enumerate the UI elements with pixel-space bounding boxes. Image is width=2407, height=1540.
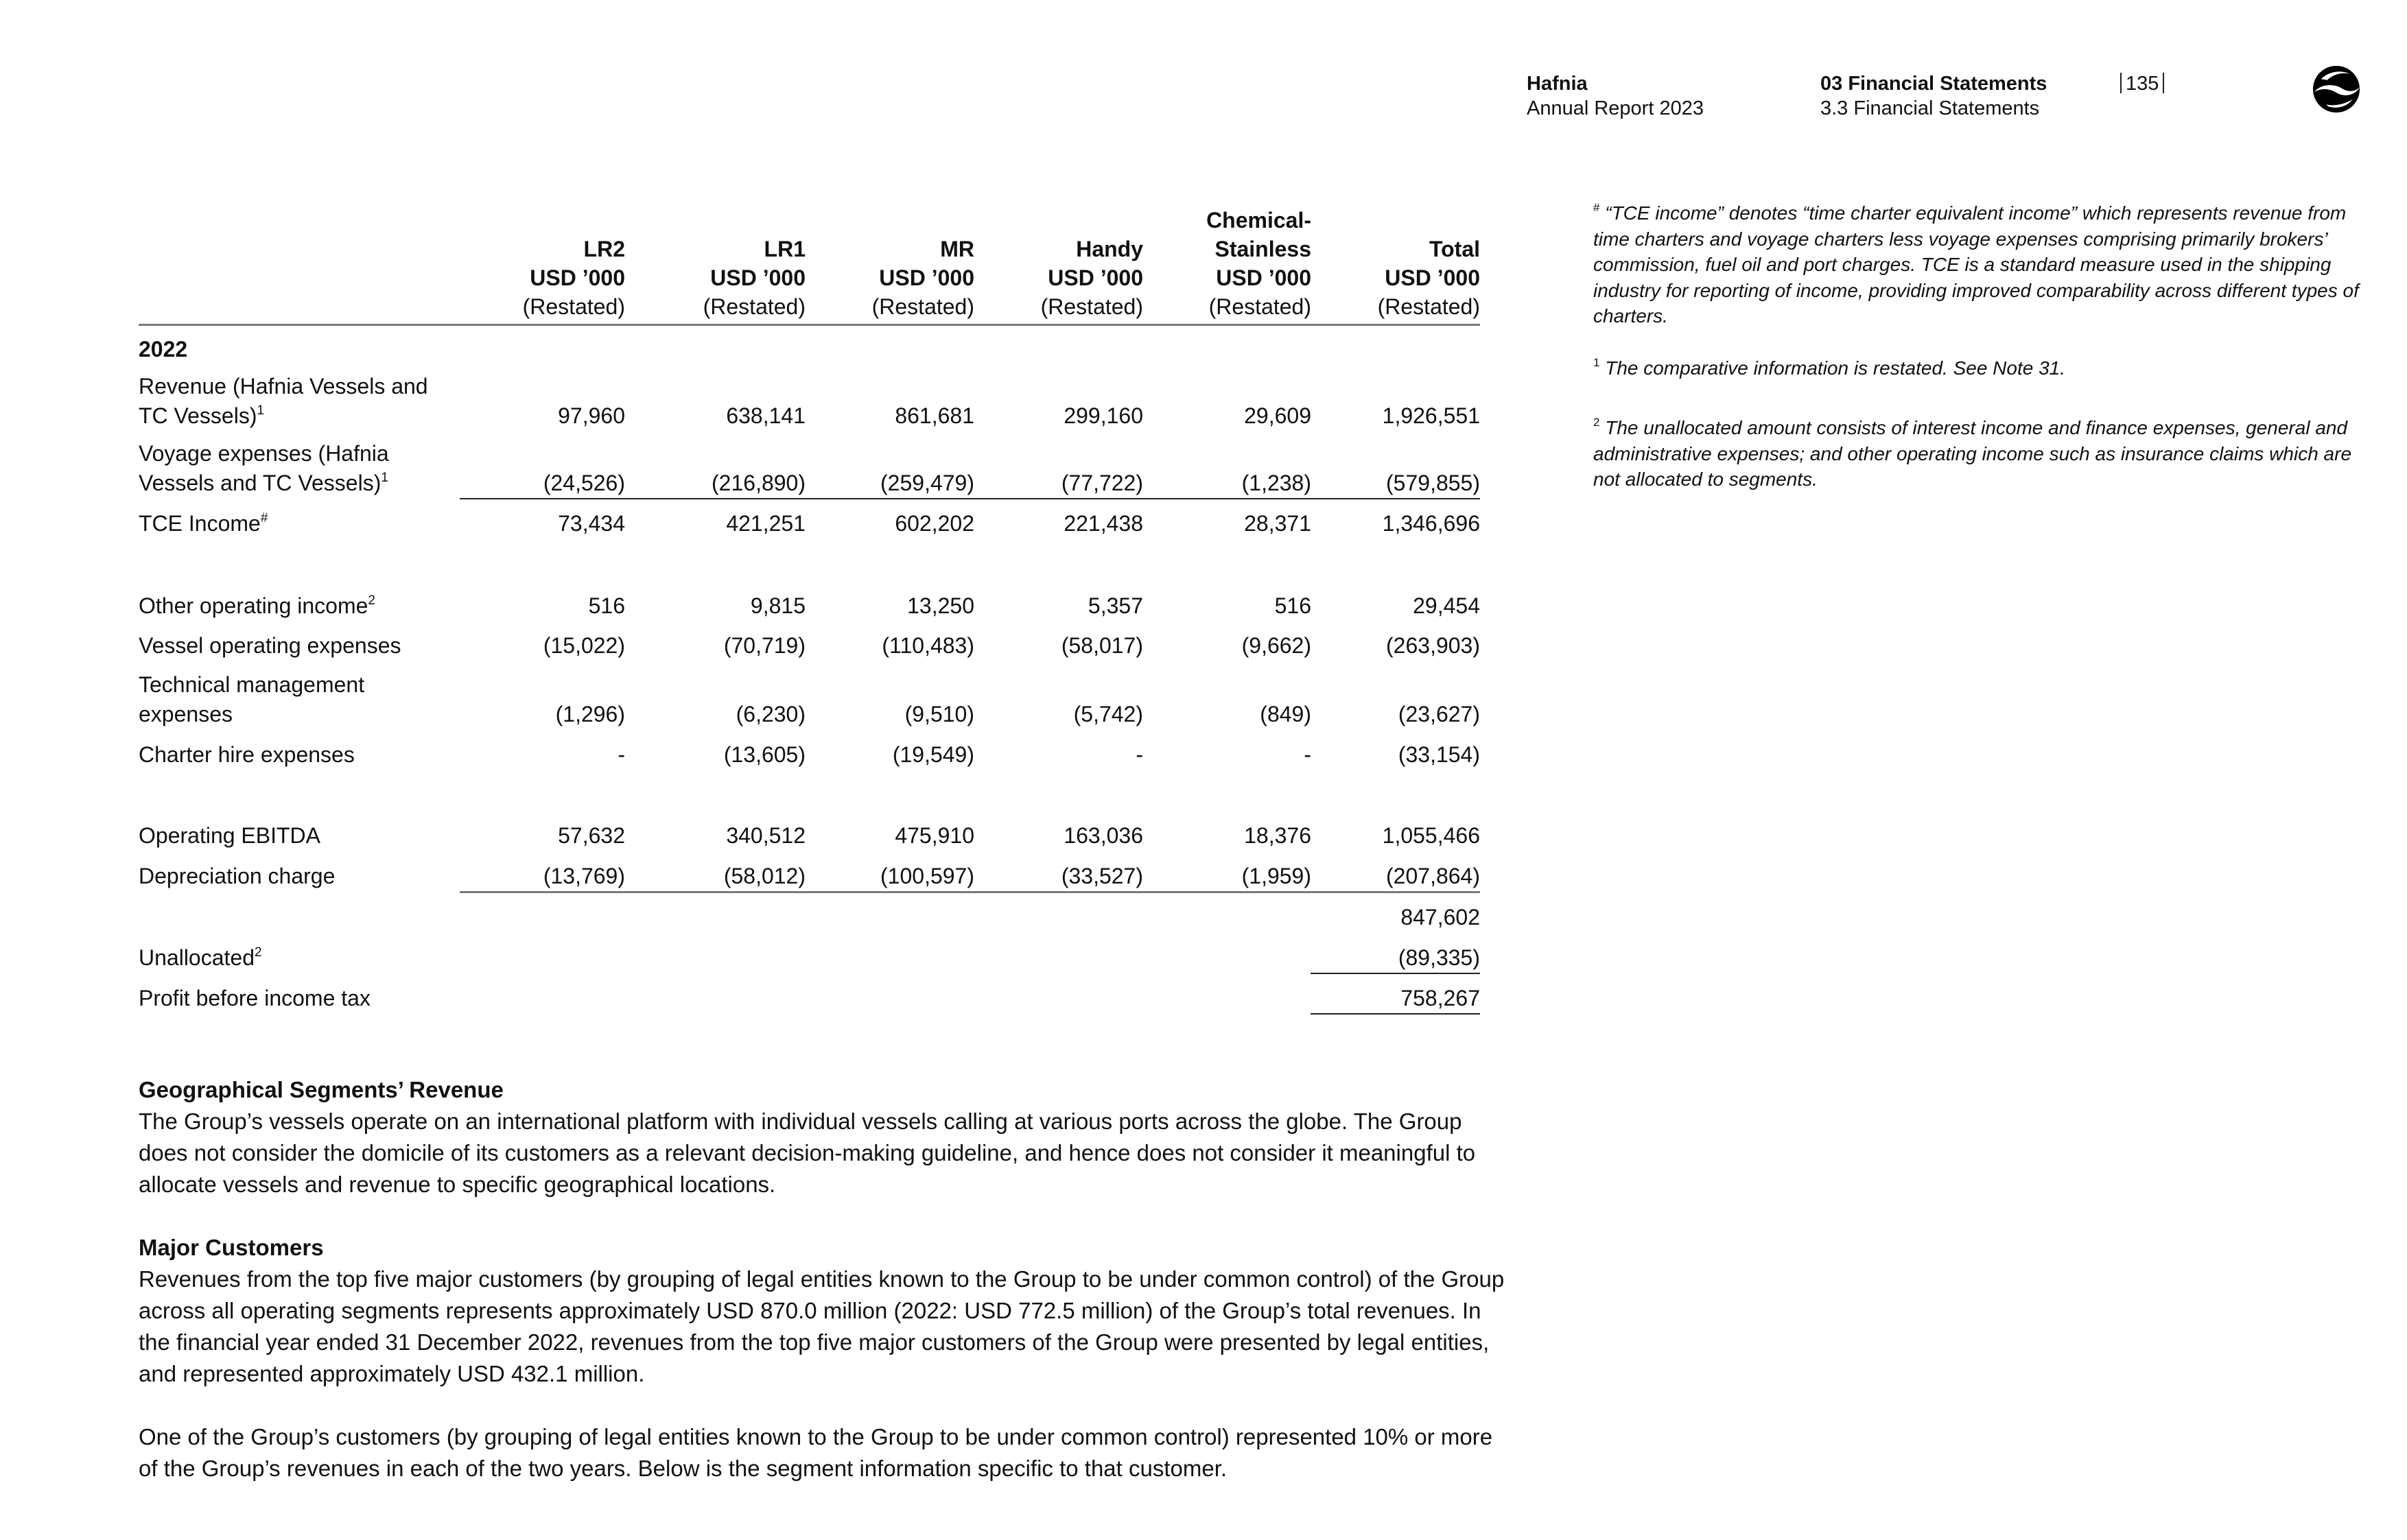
page-number-divider: [2120, 73, 2122, 93]
cell: 13,250: [907, 593, 974, 618]
cell: -: [1136, 742, 1143, 767]
row-label-revenue: Revenue (Hafnia Vessels and TC Vessels)$^1$: [139, 374, 428, 428]
cell: (15,022): [543, 633, 625, 658]
year-label: 2022: [139, 337, 188, 362]
unallocated-value: (89,335): [1398, 945, 1480, 970]
cell: (9,662): [1241, 633, 1311, 658]
cell: (100,597): [880, 864, 974, 888]
paragraph: The Group’s vessels operate on an international platform with individual vessels calling at various ports across the globe. The Group does not consider the domicile of its customers as a relevant decision-making guideline, and hence does not consider it meaningful to allocate vessels and revenue to specific geographical locations.: [139, 1109, 1476, 1197]
cell: 421,251: [726, 511, 806, 536]
cell: (5,742): [1073, 702, 1143, 726]
cell: (58,017): [1061, 633, 1143, 658]
footnote-tce: # “TCE income” denotes “time charter equivalent income” which represents revenue from time charters and voyage charters less voyage expenses comprising primarily brokers’ commission, fuel oil and port charges. TCE is a standard measure used in the shipping industry for reporting of income, providing improved comparability across different types of charters.: [1593, 201, 2359, 327]
total-underline: [1311, 1013, 1480, 1015]
cell: (263,903): [1386, 633, 1480, 658]
section-heading: Geographical Segments’ Revenue: [139, 1077, 504, 1102]
row-label-tce-income: TCE Income#: [139, 511, 268, 536]
cell: (9,510): [904, 702, 974, 726]
subtotal-divider: [460, 891, 1480, 893]
cell: 299,160: [1064, 403, 1143, 428]
header-company: Hafnia: [1527, 73, 1588, 95]
cell: (19,549): [892, 742, 974, 767]
row-label-unallocated: Unallocated$^2$: [139, 945, 262, 970]
cell: (58,012): [723, 864, 806, 888]
cell: 29,609: [1244, 403, 1311, 428]
column-header-chemical-stainless: Chemical- Stainless USD ’000 (Restated): [1206, 208, 1311, 319]
subtotal-value: 847,602: [1400, 905, 1480, 929]
paragraph: Revenues from the top five major customers (by grouping of legal entities known to the Group to be under common control) of the Group across all operating segments represents approximately USD 870.0 million (2022: USD 772.5 million) of the Group’s total revenues. In the financial year ended 31 December 2022, revenues from the top five major customers of the Group were presented by legal entities, and represented approximately USD 432.1 million.: [139, 1266, 1505, 1386]
cell: 475,910: [895, 823, 974, 848]
row-label-technical-management: Technical management expenses: [139, 672, 365, 726]
page-number-divider: [2163, 73, 2164, 93]
hafnia-logo-icon: [2311, 64, 2362, 115]
cell: (849): [1260, 702, 1311, 726]
cell: (70,719): [723, 633, 806, 658]
row-label-profit-before-tax: Profit before income tax: [139, 986, 371, 1010]
footnote-2: $^2$ The unallocated amount consists of interest income and finance expenses, general and administrative expenses; and other operating income such as insurance claims which are not allocated to segments.: [1593, 416, 2352, 490]
cell: 340,512: [726, 823, 806, 848]
cell: 221,438: [1064, 511, 1143, 536]
cell: (1,296): [555, 702, 625, 726]
cell: (110,483): [882, 633, 974, 658]
cell: 1,346,696: [1382, 511, 1480, 536]
cell: 1,926,551: [1382, 403, 1480, 428]
section-heading: Major Customers: [139, 1235, 324, 1260]
cell: -: [618, 742, 625, 767]
cell: 18,376: [1244, 823, 1311, 848]
footnote-1: $^1$ The comparative information is restated. See Note 31.: [1593, 356, 2066, 379]
cell: 602,202: [895, 511, 974, 536]
row-label-vessel-operating-expenses: Vessel operating expenses: [139, 633, 401, 658]
cell: (13,769): [543, 864, 625, 888]
cell: (1,959): [1241, 864, 1311, 888]
header-divider: [139, 324, 1480, 326]
cell: (24,526): [543, 471, 625, 495]
cell: (13,605): [723, 742, 806, 767]
column-header-lr1: LR1 USD ’000 (Restated): [703, 237, 806, 319]
cell: 29,454: [1413, 593, 1480, 618]
column-header-lr2: LR2 USD ’000 (Restated): [522, 237, 625, 319]
cell: 97,960: [558, 403, 625, 428]
cell: 516: [588, 593, 625, 618]
cell: (77,722): [1061, 471, 1143, 495]
column-header-total: Total USD ’000 (Restated): [1377, 237, 1480, 319]
cell: 57,632: [558, 823, 625, 848]
column-header-handy: Handy USD ’000 (Restated): [1040, 237, 1143, 319]
header-section: 03 Financial Statements: [1820, 73, 2047, 95]
geographical-segments-section: [139, 1074, 1511, 1200]
header-company-block: [1527, 71, 1704, 121]
row-label-operating-ebitda: Operating EBITDA: [139, 823, 320, 848]
cell: (33,527): [1061, 864, 1143, 888]
profit-before-tax-value: 758,267: [1400, 986, 1480, 1010]
cell: (1,238): [1241, 471, 1311, 495]
cell: (579,855): [1386, 471, 1480, 495]
cell: 1,055,466: [1382, 823, 1480, 848]
cell: (216,890): [712, 471, 806, 495]
cell: -: [1304, 742, 1311, 767]
row-label-voyage-expenses: Voyage expenses (Hafnia Vessels and TC Vessels)$^1$: [139, 441, 389, 495]
row-label-depreciation-charge: Depreciation charge: [139, 864, 336, 888]
cell: (6,230): [736, 702, 806, 726]
column-header-mr: MR USD ’000 (Restated): [871, 237, 974, 319]
cell: (259,479): [880, 471, 974, 495]
cell: 73,434: [558, 511, 625, 536]
subtotal-divider: [460, 498, 1480, 499]
cell: (207,864): [1386, 864, 1480, 888]
header-subsection: 3.3 Financial Statements: [1820, 97, 2040, 119]
cell: (33,154): [1398, 742, 1480, 767]
cell: (23,627): [1398, 702, 1480, 726]
page-number: [2116, 71, 2168, 96]
cell: 163,036: [1064, 823, 1143, 848]
cell: 5,357: [1088, 593, 1143, 618]
cell: 638,141: [726, 403, 806, 428]
header-section-block: [1820, 71, 2047, 121]
paragraph: One of the Group’s customers (by grouping of legal entities known to the Group to be under common control) represented 10% or more of the Group’s revenues in each of the two years. Below is the segment information specific to that customer.: [139, 1424, 1493, 1481]
cell: 861,681: [895, 403, 974, 428]
cell: 28,371: [1244, 511, 1311, 536]
page-number-value: 135: [2126, 73, 2159, 95]
cell: 516: [1274, 593, 1311, 618]
row-label-charter-hire-expenses: Charter hire expenses: [139, 742, 355, 767]
row-label-other-operating-income: Other operating income$^2$: [139, 593, 375, 618]
total-divider: [1311, 973, 1480, 974]
header-report: Annual Report 2023: [1527, 97, 1704, 119]
cell: 9,815: [750, 593, 806, 618]
major-customers-section: [139, 1232, 1511, 1484]
